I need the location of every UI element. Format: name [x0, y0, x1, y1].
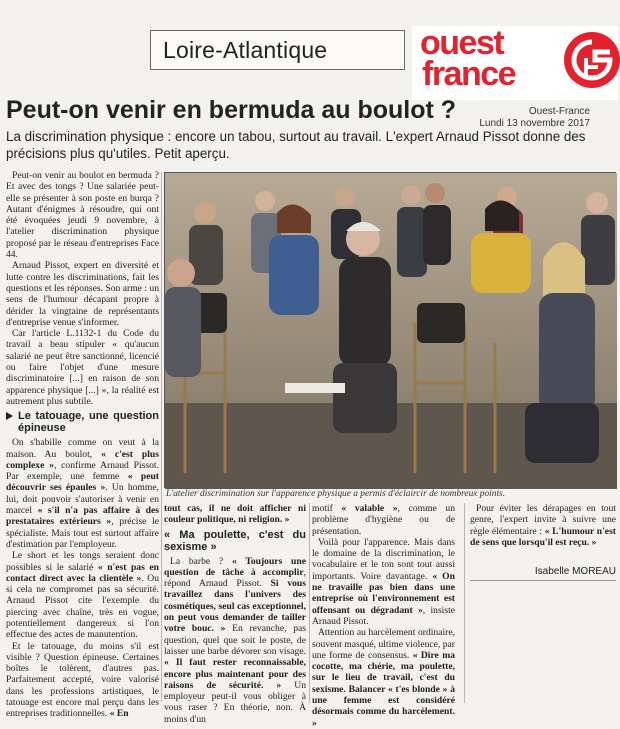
text-run: . Ou si cela ne compromet pas sa sécurité. Arnaud Pissot cite l'exemple du piercing avec chaîne, très en vogue, potentiellement dangereux si l'on effectue des actes de manutention. [6, 572, 159, 641]
column-1 [6, 170, 160, 720]
paragraph [6, 550, 159, 640]
column-divider [161, 172, 162, 702]
text-run: , confirme Arnaud Pissot. Par exemple, une femme [6, 459, 159, 483]
paragraph [6, 437, 159, 550]
text-run: Pour éviter les dérapages en tout genre, l'expert invite à suivre une règle élémentaire : [470, 503, 616, 537]
text-run: motif [312, 503, 342, 514]
column-divider [464, 503, 465, 703]
text-run: , comme un problème d'hygiène ou de présentation. [312, 503, 455, 537]
text-run: Le short et les tongs seraient donc possibles si le salarié [6, 550, 159, 573]
quote: « c'est plus complexe » [6, 448, 160, 471]
paragraph [6, 641, 159, 720]
text-run: Et le tatouage, du moins s'il est visible ? Question épineuse. Certaines boîtes le tolèrent, d'autres pas. Parfaitement accepté, voire valorisé dans les professions artistiques, le tatouage est encore mal perçu dans les entreprises traditionnelles. [6, 640, 159, 720]
article-photo [164, 172, 616, 488]
paragraph: Peut-on venir au boulot en bermuda ? Et avec des tongs ? Une salariée peut-elle se présenter à son poste en burqa ? Autant d'énigmes à résoudre, qui ont été évoquées jeudi 9 novembre, à l'atelier discrimination physique proposé par le réseau d'entreprises Face 44. [6, 170, 159, 261]
text-run: , précise le spécialiste. Mais tout est surtout affaire d'estimation par l'employeur. [6, 516, 159, 550]
column-divider [309, 503, 310, 703]
article-headline: Peut-on venir en bermuda au boulot ? [6, 96, 457, 124]
paragraph [470, 503, 616, 548]
quote: « En [109, 708, 129, 720]
paragraph: Arnaud Pissot, expert en diversité et lutte contre les discriminations, fait les questions et les réponses. Son arme : un sens de l'humour décapant propre à dérider la vingtaine de représentants d'entreprise venue s'informer. [6, 260, 159, 328]
logo-wordmark [420, 24, 516, 93]
dateline [479, 106, 590, 130]
text-run: Attention au harcèlement ordinaire, souvent masqué, ultime violence, par une forme de consensus. [312, 627, 455, 661]
text-run: Voilà pour l'apparence. Mais dans le domaine de la discrimination, le vocabulaire et le ton sont tout aussi importants. Voire davantage. [312, 536, 455, 582]
quote: tout cas, il ne doit afficher ni couleur politique, ni religion. » [164, 503, 306, 526]
paragraph: Car l'article L.1132-1 du Code du travail a beau stipuler « qu'aucun salarié ne peut être sanctionné, licencié ou faire l'objet d'une mesure discriminatoire [...] en raison de son apparence physique [...] », la réalité est autrement plus subtile. [6, 328, 159, 407]
paragraph [312, 537, 455, 627]
photo-caption: L'atelier discrimination sur l'apparence physique a permis d'éclaircir de nombreux points. [166, 489, 506, 499]
quote: Si vous travaillez dans l'univers des cosmétiques, seul cas exceptionnel, on peut vous demander de tailler votre bouc. » [164, 578, 306, 635]
quote: « Dire ma cocotte, ma chérie, ma poulette, sur le lieu de travail, c'est du sexisme. Balancer « t'es blonde » à une femme est considéré désormais comme du harcèlement. » [312, 649, 455, 729]
subheading: Le tatouage, une question épineuse [6, 410, 159, 434]
logo-word-ouest: ouest [420, 24, 504, 62]
paragraph [164, 503, 306, 526]
text-run: On s'habille comme on veut à la maison. Au boulot, [6, 437, 159, 460]
subheading: « Ma poulette, c'est du sexisme » [164, 528, 306, 553]
logo-circle-icon [564, 32, 620, 88]
section-label: Loire-Atlantique [150, 30, 405, 70]
text-run: En revanche, pas question, quel que soit le poste, de laisser une barbe dévorer son visage. [164, 623, 306, 657]
quote: « Il faut rester reconnaissable, encore plus maintenant pour des raisons de sécurité. » [164, 657, 306, 691]
source-name: Ouest-France [528, 106, 590, 117]
quote: « On ne travaille pas bien dans une entreprise où l'environnement est offensant ou dégradant » [312, 570, 455, 616]
text-run: La barbe ? [170, 555, 232, 567]
quote: « L'humour n'est de sens que lorsqu'il est reçu. » [470, 525, 616, 548]
paragraph [312, 503, 455, 537]
author-signature: Isabelle MOREAU [534, 566, 616, 577]
quote: « peut découvrir ses épaules » [6, 471, 160, 494]
quote: « valable » [341, 503, 398, 514]
column-2 [164, 503, 306, 725]
column-3 [312, 503, 455, 729]
paragraph [312, 627, 455, 729]
text-run: , répond Arnaud Pissot. [164, 566, 306, 590]
text-run: , insiste Arnaud Pissot. [312, 604, 455, 627]
ouest-france-logo [412, 26, 618, 100]
signature-rule [470, 580, 616, 581]
logo-word-france: france [422, 55, 516, 93]
paragraph [164, 556, 306, 725]
quote: « n'est pas en contact direct avec la clientèle » [6, 561, 159, 584]
text-run: . Un homme, lui, doit pouvoir s'autoriser à venir en marcel [6, 482, 159, 517]
standfirst: La discrimination physique : encore un tabou, surtout au travail. L'expert Arnaud Pissot donne des précisions plus qu'utiles. Petit aperçu. [6, 129, 586, 161]
quote: « s'il n'a pas affaire à des prestataires extérieurs » [6, 505, 159, 528]
quote: « Toujours une question de tâche à accomplir [164, 555, 306, 578]
publication-date: Lundi 13 novembre 2017 [479, 118, 590, 129]
text-run: Un employeur peut-il vous obliger à vous raser ? En théorie, non. À moins d'un [164, 679, 306, 725]
